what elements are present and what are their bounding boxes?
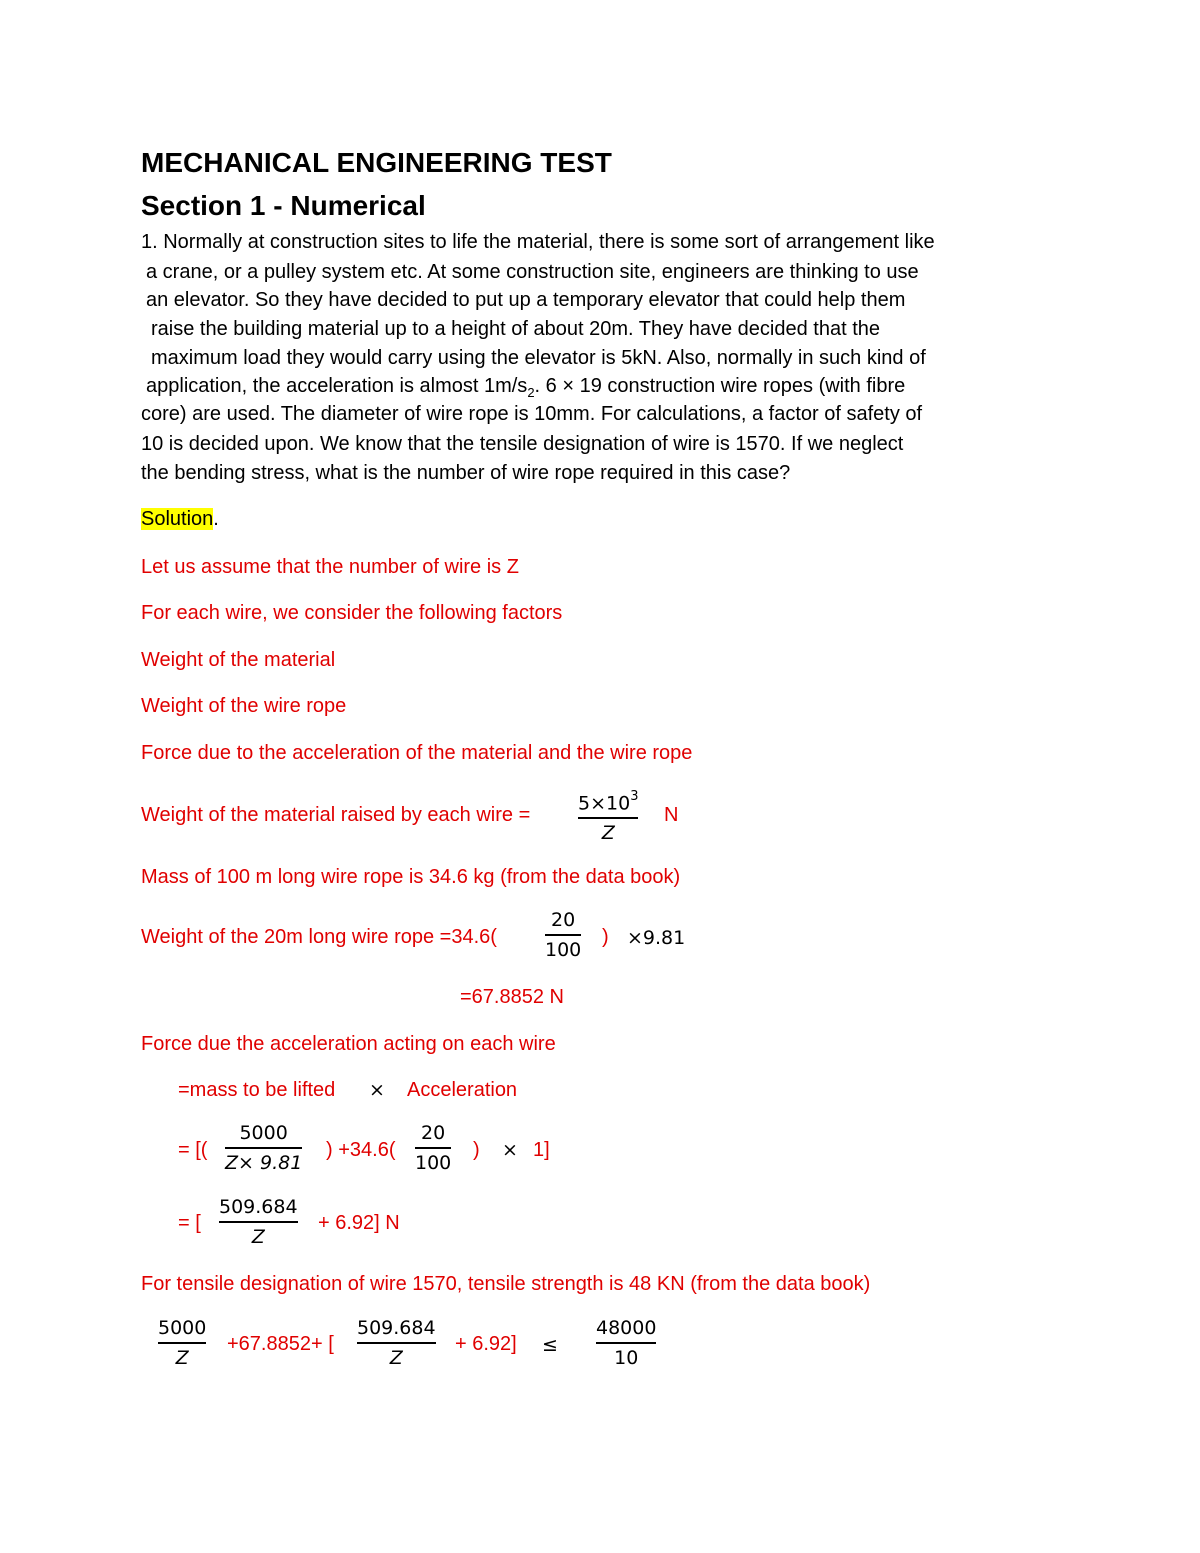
final-plus: + 6.92] (455, 1333, 517, 1355)
final-f2-denominator: Z (389, 1346, 403, 1369)
material-weight-fraction (578, 788, 638, 844)
fraction-bar (357, 1342, 436, 1344)
question-line-4: raise the building material up to a height of about 20m. They have decided that the (151, 318, 881, 340)
final-leq: ≤ (542, 1334, 558, 1356)
question-line-3: an elevator. So they have decided to put up a temporary elevator that could help them (146, 289, 906, 311)
factor-rope: Weight of the wire rope (141, 695, 347, 717)
rope-fraction (545, 909, 581, 961)
fraction-bar (596, 1342, 656, 1344)
question-line-1: 1. Normally at construction sites to life the material, there is some sort of arrangement like (141, 231, 935, 253)
solution-dot: . (213, 508, 219, 530)
eq2-mid: ) +34.6( (326, 1139, 396, 1161)
final-fraction-1 (158, 1317, 206, 1369)
question-line-5: maximum load they would carry using the elevator is 5kN. Also, normally in such kind of (151, 347, 926, 369)
fraction-bar (415, 1147, 451, 1149)
rope-multiplier: ×9.81 (627, 927, 686, 949)
rope-weight-result: =67.8852 N (460, 986, 564, 1008)
eq2-f1-numerator: 5000 (239, 1122, 288, 1144)
factor-acceleration: Force due to the acceleration of the material and the wire rope (141, 742, 693, 764)
question-line-6 (146, 376, 905, 403)
material-weight-exponent: 3 (630, 789, 639, 804)
question-line-6-rest: . 6 × 19 construction wire ropes (with fibre (534, 375, 906, 397)
question-line-6-start: application, the acceleration is almost 1m/s (146, 375, 528, 397)
eq2-fraction-1 (225, 1122, 302, 1174)
fraction-bar (158, 1342, 206, 1344)
fraction-bar (219, 1221, 298, 1223)
question-line-6-sub: 2 (527, 385, 535, 400)
eq3-numerator: 509.684 (219, 1196, 298, 1218)
question-line-9: the bending stress, what is the number of wire rope required in this case? (141, 462, 791, 484)
eq3-open: = [ (178, 1212, 201, 1234)
factor-material: Weight of the material (141, 649, 336, 671)
tensile-note: For tensile designation of wire 1570, tensile strength is 48 KN (from the data book) (141, 1273, 871, 1295)
final-f1-numerator: 5000 (158, 1317, 207, 1339)
accel-times-symbol: × (369, 1079, 385, 1101)
eq2-f1-denominator: Z× 9.81 (225, 1151, 303, 1174)
eq2-fraction-2 (415, 1122, 451, 1174)
question-line-7: core) are used. The diameter of wire rope is 10mm. For calculations, a factor of safety of (141, 403, 923, 425)
material-weight-denominator: Z (601, 821, 615, 844)
eq3-denominator: Z (251, 1225, 265, 1248)
section-heading: Section 1 - Numerical (141, 190, 426, 221)
final-mid: +67.8852+ [ (227, 1333, 334, 1355)
final-f3-numerator: 48000 (596, 1317, 657, 1339)
material-weight-unit: N (664, 804, 679, 826)
eq2-f2-numerator: 20 (421, 1122, 446, 1144)
factors-intro: For each wire, we consider the following factors (141, 602, 563, 624)
solution-highlight: Solution (141, 508, 214, 530)
fraction-bar (578, 817, 638, 819)
final-fraction-3 (596, 1317, 656, 1369)
accel-force-label: Force due the acceleration acting on each wire (141, 1033, 556, 1055)
final-f3-denominator: 10 (614, 1346, 639, 1369)
rope-fraction-denominator: 100 (545, 938, 582, 961)
question-line-8: 10 is decided upon. We know that the tensile designation of wire is 1570. If we neglect (141, 433, 904, 455)
material-weight-label: Weight of the material raised by each wire = (141, 804, 531, 826)
final-f2-numerator: 509.684 (357, 1317, 436, 1339)
eq3-end: + 6.92] N (318, 1212, 400, 1234)
solution-label (141, 509, 219, 529)
accel-mass-text: =mass to be lifted (178, 1079, 336, 1101)
eq2-open: = [( (178, 1139, 208, 1161)
mass-note: Mass of 100 m long wire rope is 34.6 kg (from the data book) (141, 866, 681, 888)
fraction-bar (545, 934, 581, 936)
eq2-end: 1] (533, 1139, 550, 1161)
rope-fraction-numerator: 20 (551, 909, 576, 931)
eq2-f2-denominator: 100 (415, 1151, 452, 1174)
eq2-close: ) (473, 1139, 480, 1161)
fraction-bar (225, 1147, 302, 1149)
question-line-2: a crane, or a pulley system etc. At some construction site, engineers are thinking to use (146, 261, 919, 283)
eq3-fraction (219, 1196, 298, 1248)
rope-weight-label: Weight of the 20m long wire rope =34.6( (141, 926, 497, 948)
rope-close-paren: ) (602, 926, 609, 948)
eq2-times: × (502, 1139, 518, 1161)
document-title: MECHANICAL ENGINEERING TEST (141, 147, 612, 178)
accel-acceleration-text: Acceleration (407, 1079, 518, 1101)
assume-line: Let us assume that the number of wire is Z (141, 556, 519, 578)
material-weight-numerator: $5\times 10^3$ (578, 789, 639, 815)
final-f1-denominator: Z (175, 1346, 189, 1369)
final-fraction-2 (357, 1317, 436, 1369)
